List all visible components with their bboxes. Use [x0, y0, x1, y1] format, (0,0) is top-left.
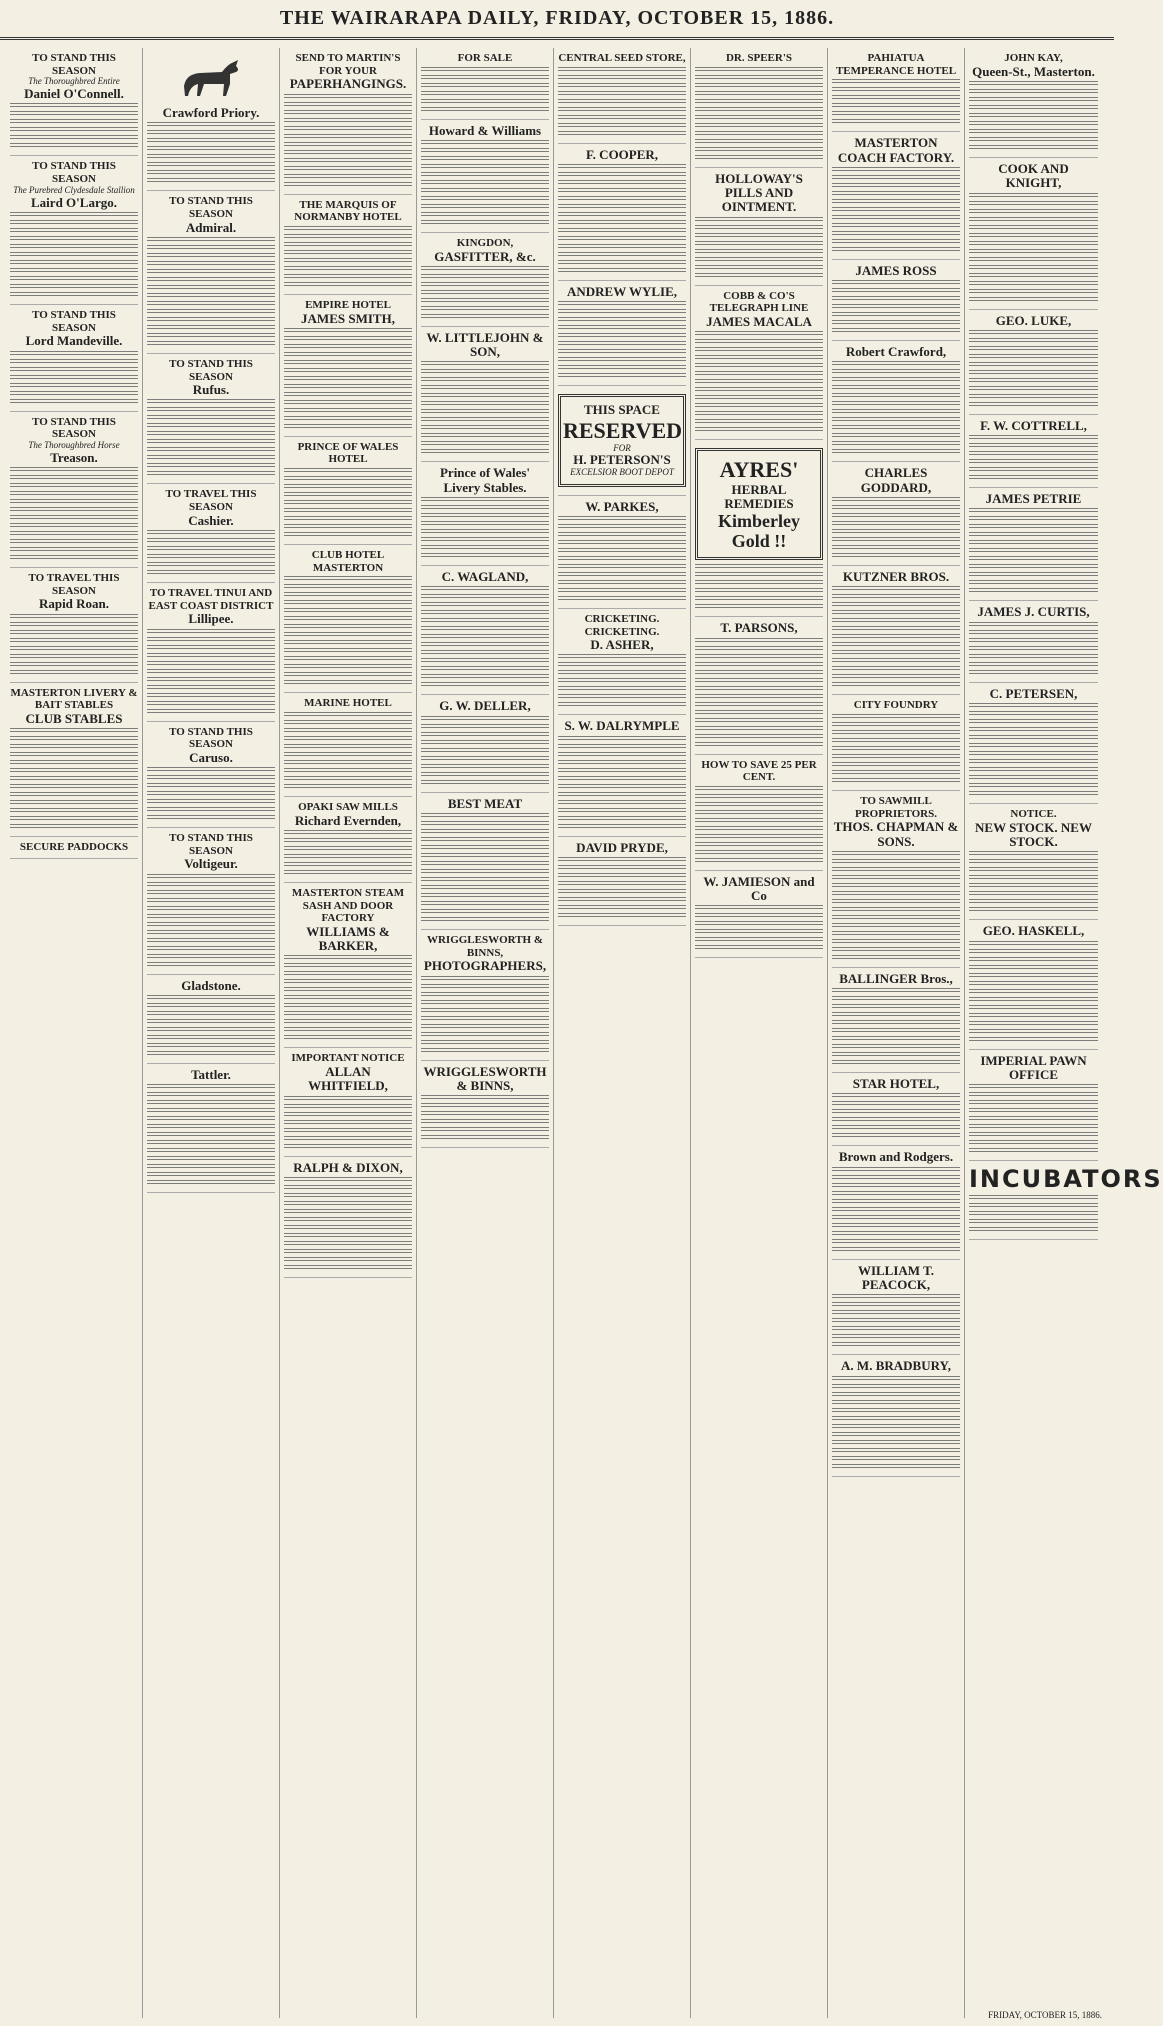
- ad-name: Caruso.: [189, 749, 233, 765]
- ad-heading: JOHN KAY,: [1004, 52, 1063, 64]
- ad-name: ANDREW WYLIE,: [566, 283, 678, 299]
- body-text-lines: [147, 874, 275, 968]
- advertisement: [147, 1064, 275, 1193]
- body-text-lines: [832, 79, 960, 125]
- ad-name: RALPH & DIXON,: [293, 1159, 403, 1175]
- advertisement: [421, 695, 549, 792]
- ad-name: Cashier.: [188, 512, 234, 528]
- body-text-lines: [421, 361, 549, 455]
- ad-name: Rapid Roan.: [38, 596, 110, 612]
- ad-subheading: The Thoroughbred Horse: [28, 439, 120, 450]
- body-text-lines: [832, 988, 960, 1066]
- horse-icon: [176, 56, 246, 102]
- advertisement: [147, 828, 275, 975]
- body-text-lines: [147, 995, 275, 1057]
- advertisement: [421, 566, 549, 695]
- advertisement: [832, 132, 960, 260]
- advertisement: [969, 1161, 1163, 1240]
- ad-heading: TO SAWMILL PROPRIETORS.: [854, 795, 937, 820]
- body-text-lines: [558, 164, 686, 274]
- body-text-lines: [421, 67, 549, 113]
- ad-name: Admiral.: [185, 219, 237, 235]
- body-text-lines: [558, 654, 686, 708]
- advertisement: [832, 695, 960, 791]
- ad-name: G. W. DELLER,: [439, 698, 531, 714]
- advertisement: [969, 601, 1098, 682]
- ad-heading: EMPIRE HOTEL: [305, 298, 391, 311]
- advertisement: [421, 120, 549, 233]
- advertisement: [695, 617, 823, 754]
- ad-name: BEST MEAT: [447, 795, 523, 811]
- ad-name: Voltigeur.: [184, 856, 238, 872]
- body-text-lines: [832, 1376, 960, 1470]
- advertisement: [421, 462, 549, 566]
- advertisement: [695, 48, 823, 168]
- ad-name: W. JAMIESON and Co: [703, 873, 815, 904]
- column-1: [6, 48, 143, 2018]
- advertisement: [284, 797, 412, 883]
- advertisement: [10, 305, 138, 412]
- advertisement: [284, 195, 412, 295]
- body-text-lines: [421, 976, 549, 1054]
- ad-heading: TO STAND THIS SEASON: [32, 308, 116, 334]
- body-text-lines: [284, 94, 412, 188]
- advertisement: [421, 793, 549, 930]
- ad-name: COOK AND KNIGHT,: [998, 160, 1069, 191]
- ad-name: T. PARSONS,: [720, 620, 798, 636]
- ad-name: WILLIAM T. PEACOCK,: [857, 1262, 935, 1293]
- ad-name: Rufus.: [192, 382, 230, 398]
- ad-heading: CENTRAL SEED STORE,: [558, 52, 686, 64]
- advertisement: [284, 883, 412, 1049]
- ayres-subtitle: HERBAL REMEDIES: [724, 482, 794, 512]
- advertisement: [421, 1061, 549, 1149]
- advertisement: [695, 168, 823, 286]
- body-text-lines: [695, 67, 823, 161]
- ad-name: W. LITTLEJOHN & SON,: [426, 329, 544, 360]
- ad-heading: SEND TO MARTIN'S FOR YOUR: [295, 52, 401, 77]
- advertisement: [284, 437, 412, 545]
- ad-name: JAMES SMITH,: [301, 310, 395, 326]
- ad-heading: CLUB HOTEL MASTERTON: [311, 549, 385, 574]
- advertisement: [10, 412, 138, 568]
- ad-heading: HOW TO SAVE 25 PER CENT.: [701, 758, 817, 784]
- advertisement: [969, 804, 1098, 920]
- advertisement: [558, 837, 686, 926]
- column-5: [554, 48, 691, 2018]
- ayres-slogan: Kimberley Gold !!: [718, 510, 800, 551]
- ad-name: HOLLOWAY'S PILLS AND OINTMENT.: [715, 170, 803, 215]
- body-text-lines: [147, 237, 275, 347]
- advertisement: [695, 286, 823, 441]
- ad-name: F. COOPER,: [585, 146, 659, 162]
- body-text-lines: [10, 351, 138, 405]
- ad-heading: NOTICE.: [1010, 808, 1057, 821]
- body-text-lines: [695, 564, 823, 610]
- reserved-line-4: H. PETERSON'S: [573, 452, 671, 468]
- body-text-lines: [10, 614, 138, 676]
- advertisement: [421, 233, 549, 327]
- masthead: [0, 0, 1114, 40]
- ad-name: Lillipee.: [188, 611, 234, 627]
- body-text-lines: [695, 786, 823, 864]
- advertisement: [284, 48, 412, 195]
- ad-name: W. PARKES,: [585, 498, 659, 514]
- ad-name: D. ASHER,: [590, 637, 654, 653]
- advertisement: [284, 693, 412, 797]
- ad-name: THOS. CHAPMAN & SONS.: [833, 819, 959, 849]
- advertisement: [147, 975, 275, 1064]
- ad-name: Laird O'Largo.: [31, 194, 117, 210]
- ad-name: JAMES PETRIE: [985, 491, 1082, 507]
- advertisement: [558, 609, 686, 716]
- advertisement: [147, 354, 275, 485]
- body-text-lines: [147, 122, 275, 184]
- body-text-lines: [284, 712, 412, 790]
- ad-heading: MASTERTON STEAM SASH AND DOOR FACTORY: [291, 886, 405, 925]
- ad-name: C. WAGLAND,: [441, 569, 529, 585]
- advertisement: [969, 1050, 1098, 1162]
- reserved-line-2: RESERVED: [563, 417, 683, 443]
- advertisement: [284, 1048, 412, 1156]
- body-text-lines: [558, 857, 686, 919]
- ad-heading: TO TRAVEL THIS SEASON: [28, 571, 120, 597]
- ad-heading: TO STAND THIS SEASON: [32, 52, 116, 77]
- body-text-lines: [969, 941, 1098, 1043]
- body-text-lines: [832, 361, 960, 455]
- footer-date: FRIDAY, OCTOBER 15, 1886.: [988, 2010, 1102, 2020]
- advertisement: [558, 48, 686, 144]
- reserved-line-1: THIS SPACE: [584, 402, 660, 418]
- advertisement: [969, 158, 1098, 310]
- body-text-lines: [695, 638, 823, 748]
- body-text-lines: [832, 1093, 960, 1139]
- advertisement: [558, 386, 686, 495]
- body-text-lines: [147, 530, 275, 576]
- ad-name: IMPERIAL PAWN OFFICE: [980, 1052, 1087, 1082]
- body-text-lines: [969, 508, 1098, 594]
- ad-name: Queen-St., Masterton.: [972, 63, 1095, 79]
- body-text-lines: [421, 813, 549, 923]
- body-text-lines: [832, 280, 960, 334]
- ad-heading: SECURE PADDOCKS: [19, 841, 129, 854]
- advertisement: [832, 566, 960, 695]
- ad-heading: TO STAND THIS SEASON: [169, 195, 253, 220]
- advertisement: [10, 48, 138, 156]
- body-text-lines: [10, 212, 138, 298]
- ad-name: KUTZNER BROS.: [842, 569, 950, 585]
- ad-name: ALLAN WHITFIELD,: [308, 1064, 388, 1094]
- advertisement: [284, 545, 412, 693]
- advertisement: [558, 281, 686, 386]
- body-text-lines: [558, 736, 686, 830]
- ad-heading: TO TRAVEL TINUI AND EAST COAST DISTRICT: [148, 587, 274, 612]
- ad-name: WRIGGLESWORTH & BINNS,: [423, 1063, 547, 1093]
- advertisement: [421, 327, 549, 463]
- ad-heading: KINGDON,: [456, 236, 514, 249]
- advertisement: [695, 871, 823, 959]
- advertisement: [832, 1146, 960, 1259]
- reserved-space-box: [558, 394, 686, 486]
- body-text-lines: [421, 140, 549, 226]
- ad-name: GEO. HASKELL,: [982, 923, 1085, 939]
- ad-heading: PRINCE OF WALES HOTEL: [297, 440, 399, 466]
- advertisement: [558, 144, 686, 281]
- advertisement: [832, 48, 960, 132]
- advertisement: [147, 722, 275, 829]
- advertisement: [969, 683, 1098, 804]
- advertisement: [284, 295, 412, 437]
- ad-heading: TO STAND THIS SEASON: [169, 725, 253, 751]
- ad-heading: THE MARQUIS OF NORMANBY HOTEL: [294, 198, 402, 224]
- advertisement: [147, 484, 275, 583]
- ad-name: Lord Mandeville.: [25, 333, 123, 349]
- ad-name: S. W. DALRYMPLE: [564, 718, 680, 734]
- ad-name: Daniel O'Connell.: [24, 86, 124, 102]
- body-text-lines: [969, 81, 1098, 151]
- ad-name: Gladstone.: [181, 977, 241, 993]
- ad-name: PHOTOGRAPHERS,: [423, 958, 547, 974]
- advertisement: [421, 48, 549, 120]
- body-text-lines: [832, 497, 960, 559]
- body-text-lines: [147, 1084, 275, 1186]
- ad-name: WILLIAMS & BARKER,: [306, 923, 390, 954]
- advertisement: [147, 48, 275, 191]
- body-text-lines: [695, 331, 823, 433]
- body-text-lines: [832, 586, 960, 688]
- ad-subheading: The Purebred Clydesdale Stallion: [13, 184, 135, 195]
- reserved-line-3: FOR: [613, 442, 631, 453]
- ad-name: GASFITTER, &c.: [434, 248, 536, 264]
- column-4: [417, 48, 554, 2018]
- ad-heading: CITY FOUNDRY: [853, 699, 939, 712]
- body-text-lines: [284, 1096, 412, 1150]
- ad-name: Prince of Wales' Livery Stables.: [439, 465, 531, 495]
- ad-name: C. PETERSEN,: [989, 685, 1078, 701]
- advertisement: [832, 1073, 960, 1146]
- ad-name: Richard Evernden,: [294, 812, 402, 828]
- body-text-lines: [695, 905, 823, 951]
- ad-name: Tattler.: [191, 1067, 231, 1083]
- advertisement: [558, 496, 686, 609]
- column-3: [280, 48, 417, 2018]
- advertisement: [421, 930, 549, 1061]
- ad-name: JAMES MACALA: [706, 313, 812, 329]
- advertisement: [969, 310, 1098, 415]
- body-text-lines: [832, 1294, 960, 1348]
- advertisement: [147, 583, 275, 722]
- ad-name: GEO. LUKE,: [995, 312, 1072, 328]
- ad-name: STAR HOTEL,: [852, 1076, 940, 1092]
- ad-subheading: The Thoroughbred Entire: [28, 76, 120, 87]
- advertisement: [969, 488, 1098, 601]
- body-text-lines: [284, 226, 412, 288]
- ad-name: Howard & Williams: [428, 122, 542, 138]
- body-text-lines: [969, 1084, 1098, 1154]
- body-text-lines: [284, 1177, 412, 1271]
- ad-name: BALLINGER Bros.,: [839, 970, 953, 986]
- advertisement: [832, 462, 960, 566]
- column-8: [965, 48, 1163, 2018]
- ad-heading: WRIGGLESWORTH & BINNS,: [426, 933, 544, 959]
- body-text-lines: [421, 266, 549, 320]
- advertisement: [10, 683, 138, 838]
- masthead-title: THE WAIRARAPA DAILY, FRIDAY, OCTOBER 15, 1886.: [279, 7, 835, 29]
- advertisement: [832, 1355, 960, 1476]
- ad-heading: FOR SALE: [457, 52, 513, 64]
- body-text-lines: [421, 1095, 549, 1141]
- ad-heading: TO STAND THIS SEASON: [169, 357, 253, 383]
- column-6: [691, 48, 828, 2018]
- advertisement: [832, 968, 960, 1073]
- body-text-lines: [284, 328, 412, 430]
- columns: [6, 48, 1163, 2018]
- advertisement: [695, 755, 823, 871]
- body-text-lines: [969, 435, 1098, 481]
- body-text-lines: [969, 851, 1098, 913]
- ad-heading: TO TRAVEL THIS SEASON: [165, 488, 257, 514]
- body-text-lines: [832, 167, 960, 253]
- ad-name: Crawford Priory.: [162, 105, 260, 120]
- body-text-lines: [969, 703, 1098, 797]
- body-text-lines: [421, 716, 549, 786]
- ad-name: MASTERTON COACH FACTORY.: [837, 135, 955, 165]
- advertisement: [832, 260, 960, 341]
- body-text-lines: [558, 301, 686, 379]
- ad-name: CHARLES GODDARD,: [860, 465, 932, 495]
- body-text-lines: [284, 576, 412, 686]
- advertisement: [10, 837, 138, 859]
- ad-name: DAVID PRYDE,: [576, 839, 668, 855]
- ad-name: JAMES J. CURTIS,: [977, 604, 1090, 620]
- body-text-lines: [147, 767, 275, 821]
- ad-name: Treason.: [50, 449, 98, 465]
- ad-name: NEW STOCK. NEW STOCK.: [975, 819, 1092, 849]
- body-text-lines: [832, 714, 960, 784]
- advertisement: [969, 48, 1098, 158]
- reserved-line-5: EXCELSIOR BOOT DEPOT: [570, 466, 674, 477]
- advertisement: [10, 156, 138, 304]
- column-2: [143, 48, 280, 2018]
- ad-heading: TO STAND THIS SEASON: [32, 160, 116, 186]
- ad-name: PAPERHANGINGS.: [289, 76, 407, 92]
- body-text-lines: [284, 955, 412, 1041]
- advertisement: [695, 440, 823, 617]
- ad-name: CLUB STABLES: [25, 710, 123, 726]
- ad-heading: MARINE HOTEL: [304, 697, 392, 710]
- body-text-lines: [421, 497, 549, 559]
- advertisement: [832, 791, 960, 968]
- advertisement: [558, 715, 686, 836]
- body-text-lines: [284, 830, 412, 876]
- advertisement: [969, 415, 1098, 488]
- ayres-title: AYRES': [719, 457, 799, 483]
- advertisement: [284, 1157, 412, 1278]
- body-text-lines: [969, 193, 1098, 303]
- ad-heading: MASTERTON LIVERY & BAIT STABLES: [10, 686, 138, 712]
- advertisement: [147, 191, 275, 354]
- body-text-lines: [147, 399, 275, 477]
- ad-name: Brown and Rodgers.: [838, 1149, 954, 1165]
- body-text-lines: [558, 67, 686, 137]
- body-text-lines: [558, 516, 686, 602]
- body-text-lines: [284, 468, 412, 538]
- ad-name: F. W. COTTRELL,: [980, 417, 1087, 433]
- ad-heading: OPAKI SAW MILLS: [298, 801, 398, 813]
- ad-heading: TO STAND THIS SEASON: [32, 415, 116, 441]
- ad-heading: TO STAND THIS SEASON: [169, 832, 253, 857]
- ad-heading: PAHIATUA TEMPERANCE HOTEL: [835, 52, 957, 77]
- ad-name: A. M. BRADBURY,: [841, 1358, 951, 1374]
- ad-heading: DR. SPEER'S: [725, 52, 793, 64]
- advertisement: [832, 1260, 960, 1356]
- incubators-banner: INCUBATORS: [969, 1165, 1163, 1194]
- body-text-lines: [969, 330, 1098, 408]
- body-text-lines: [10, 728, 138, 830]
- advertisement: [10, 568, 138, 683]
- body-text-lines: [10, 103, 138, 149]
- body-text-lines: [147, 629, 275, 715]
- ad-heading: CRICKETING. CRICKETING.: [584, 612, 660, 638]
- ayres-box: [695, 448, 823, 560]
- body-text-lines: [832, 851, 960, 961]
- ad-name: Robert Crawford,: [845, 344, 947, 360]
- ad-heading: COBB & CO'S TELEGRAPH LINE: [709, 289, 809, 315]
- column-7: [828, 48, 965, 2018]
- ad-heading: IMPORTANT NOTICE: [291, 1052, 405, 1065]
- body-text-lines: [695, 217, 823, 279]
- body-text-lines: [832, 1167, 960, 1253]
- advertisement: [832, 341, 960, 462]
- body-text-lines: [969, 622, 1098, 676]
- body-text-lines: [10, 467, 138, 561]
- body-text-lines: [421, 586, 549, 688]
- body-text-lines: [969, 1195, 1098, 1233]
- ad-name: JAMES ROSS: [855, 262, 937, 278]
- advertisement: [969, 920, 1098, 1049]
